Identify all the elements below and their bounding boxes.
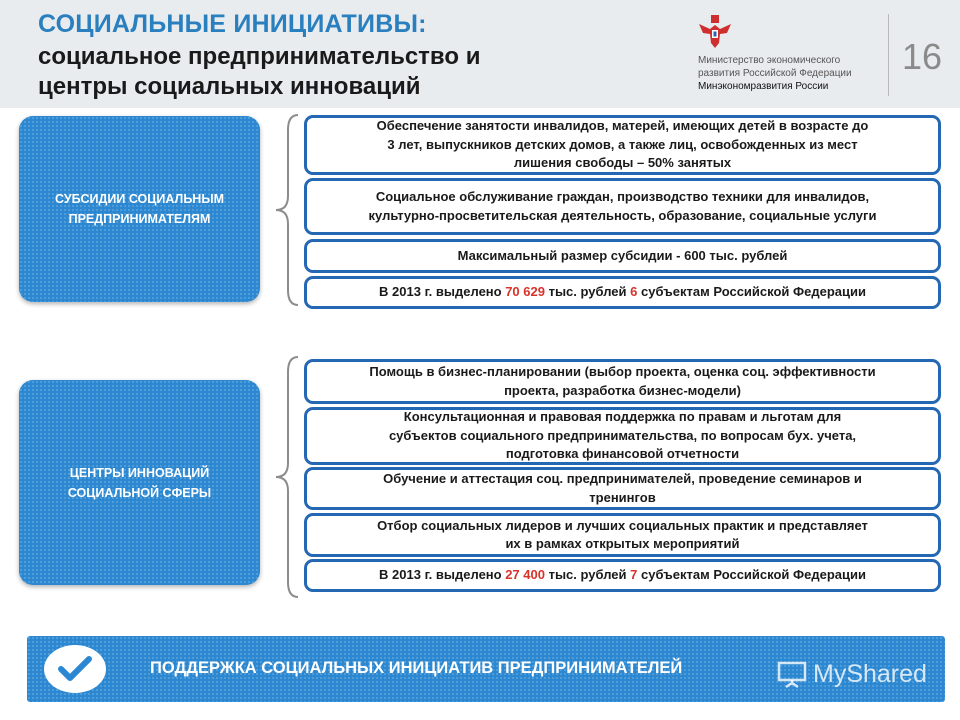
subsidy-activities-box — [304, 178, 941, 235]
funding-amount: 70 629 — [505, 284, 545, 300]
info-line: подготовка финансовой отчетности — [505, 446, 740, 462]
banner-text: ПОДДЕРЖКА СОЦИАЛЬНЫХ ИНИЦИАТИВ ПРЕДПРИНИМАТЕЛЕЙ — [150, 659, 683, 677]
legal-support-box — [304, 407, 941, 465]
leaders-selection-box — [304, 513, 941, 557]
block-label-line: ПРЕДПРИНИМАТЕЛЯМ — [68, 212, 211, 226]
block-label-line: ЦЕНТРЫ ИННОВАЦИЙ — [69, 465, 210, 480]
info-line: Социальное обслуживание граждан, производство техники для инвалидов, — [375, 189, 870, 204]
funding-line — [379, 566, 866, 585]
ministry-caption — [698, 54, 883, 93]
subsidy-criteria-box — [304, 115, 941, 175]
info-line: их в рамках открытых мероприятий — [505, 536, 740, 551]
business-planning-box — [304, 359, 941, 404]
info-line: Помощь в бизнес-планировании (выбор проекта, оценка соц. эффективности — [369, 364, 876, 379]
page-number: 16 — [902, 36, 943, 77]
funding-line — [379, 283, 866, 302]
funding-suffix: субъектам Российской Федерации — [637, 284, 866, 300]
info-line: культурно-просветительская деятельность, образование, социальные услуги — [368, 207, 877, 223]
header-divider — [888, 14, 889, 96]
page-subtitle-line: социальное предпринимательство и — [38, 43, 481, 70]
ministry-name-line: Министерство экономического — [698, 55, 841, 66]
info-line: Консультационная и правовая поддержка по правам и льготам для — [403, 409, 842, 425]
header — [0, 0, 960, 108]
info-line: 3 лет, выпускников детских домов, а также лиц, освобожденных из мест — [387, 136, 858, 152]
funding-region-count: 7 — [630, 567, 638, 583]
funding-region-count: 6 — [630, 284, 638, 300]
centers-funding-box — [304, 559, 941, 592]
subsidy-funding-box — [304, 276, 941, 309]
info-line: проекта, разработка бизнес-модели) — [504, 382, 741, 398]
funding-prefix: В 2013 г. выделено — [379, 284, 506, 300]
watermark — [777, 655, 942, 693]
section-brace — [268, 354, 302, 600]
block-label-line: СОЦИАЛЬНОЙ СФЕРЫ — [67, 485, 212, 500]
info-line: лишения свободы – 50% занятых — [513, 155, 732, 171]
info-line: тренингов — [589, 489, 656, 505]
subsidy-max-box — [304, 239, 941, 273]
watermark-text: MyShared — [813, 659, 927, 688]
double-headed-eagle-icon — [697, 12, 733, 50]
ministry-short-name: Минэкономразвития России — [698, 81, 829, 92]
info-line: субъектов социального предпринимательства, по вопросам бух. учета, — [388, 427, 857, 443]
funding-prefix: В 2013 г. выделено — [379, 567, 506, 583]
projector-icon — [777, 659, 807, 689]
page-subtitle-line: центры социальных инноваций — [38, 73, 421, 100]
info-line: Максимальный размер субсидии - 600 тыс. рублей — [457, 247, 788, 263]
check-badge — [44, 645, 106, 693]
info-line: Обучение и аттестация соц. предпринимателей, проведение семинаров и — [383, 471, 862, 486]
funding-amount: 27 400 — [505, 567, 545, 583]
page-title: СОЦИАЛЬНЫЕ ИНИЦИАТИВЫ: — [38, 10, 427, 38]
innovation-centers-block — [19, 380, 260, 585]
block-label-line: СУБСИДИИ СОЦИАЛЬНЫМ — [55, 192, 224, 206]
funding-suffix: субъектам Российской Федерации — [637, 567, 866, 583]
info-line: Обеспечение занятости инвалидов, матерей, имеющих детей в возрасте до — [376, 118, 869, 134]
funding-middle: тыс. рублей — [544, 567, 631, 583]
checkmark-icon — [58, 655, 92, 683]
info-line: Отбор социальных лидеров и лучших социальных практик и представляет — [377, 517, 868, 533]
section-brace — [268, 112, 302, 308]
training-box — [304, 467, 941, 510]
ministry-name-line: развития Российской Федерации — [698, 68, 852, 79]
funding-middle: тыс. рублей — [544, 284, 631, 300]
subsidies-block — [19, 116, 260, 302]
page-subtitle — [38, 42, 480, 102]
